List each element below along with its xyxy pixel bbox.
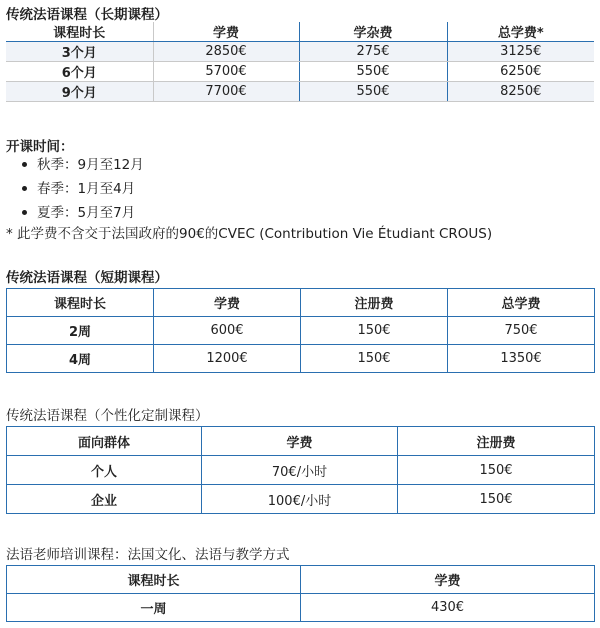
table-row: [7, 594, 595, 622]
table-cell: 550€: [299, 82, 447, 102]
table-cell: 150€: [398, 456, 595, 485]
table-header-row: [7, 566, 595, 594]
table-cell: 1200€: [154, 345, 301, 373]
table-cell: 550€: [299, 62, 447, 82]
table-cell: 企业: [7, 485, 202, 514]
header-cell: 学杂费: [299, 22, 447, 42]
table-row: [7, 485, 595, 514]
table-cell: 9个月: [6, 82, 153, 102]
teacher-course-table: [6, 565, 595, 622]
table-cell: 7700€: [153, 82, 299, 102]
table-cell: 个人: [7, 456, 202, 485]
header-cell: 总学费: [448, 289, 595, 317]
header-cell: 学费: [301, 566, 595, 594]
table-cell: 2周: [7, 317, 154, 345]
cvec-note: * 此学费不含交于法国政府的90€的CVEC (Contribution Vie Étudiant CROUS): [6, 226, 493, 242]
table-cell: 5700€: [153, 62, 299, 82]
table-cell: 150€: [398, 485, 595, 514]
table-row: [6, 42, 594, 62]
table-cell: 3个月: [6, 42, 153, 62]
table-cell: 100€/小时: [202, 485, 398, 514]
custom-course-table: [6, 426, 595, 514]
table-row: [7, 317, 595, 345]
header-cell: 课程时长: [7, 566, 301, 594]
table-cell: 6250€: [447, 62, 594, 82]
long-course-table: [6, 22, 594, 102]
bullet-icon: [22, 162, 27, 167]
header-cell: 学费: [154, 289, 301, 317]
bullet-icon: [22, 210, 27, 215]
table-row: [6, 62, 594, 82]
schedule-title: 开课时间：: [6, 139, 74, 155]
table-cell: 6个月: [6, 62, 153, 82]
table-cell: 430€: [301, 594, 595, 622]
teacher-course-title: 法语老师培训课程：法国文化、法语与教学方式: [6, 547, 290, 563]
custom-course-title: 传统法语课程（个性化定制课程）: [6, 408, 209, 424]
table-cell: 2850€: [153, 42, 299, 62]
table-cell: 275€: [299, 42, 447, 62]
table-cell: 一周: [7, 594, 301, 622]
table-cell: 3125€: [447, 42, 594, 62]
table-row: [7, 345, 595, 373]
table-header-row: [7, 289, 595, 317]
short-course-title: 传统法语课程（短期课程）: [6, 270, 168, 286]
header-cell: 学费: [202, 427, 398, 456]
header-cell: 总学费*: [447, 22, 594, 42]
table-cell: 1350€: [448, 345, 595, 373]
table-header-row: [7, 427, 595, 456]
table-cell: 600€: [154, 317, 301, 345]
schedule-list: [18, 155, 144, 227]
header-cell: 注册费: [301, 289, 448, 317]
list-item: [18, 155, 144, 179]
table-row: [6, 82, 594, 102]
table-cell: 8250€: [447, 82, 594, 102]
header-cell: 学费: [153, 22, 299, 42]
list-item: [18, 179, 144, 203]
table-cell: 70€/小时: [202, 456, 398, 485]
table-cell: 4周: [7, 345, 154, 373]
header-cell: 课程时长: [6, 22, 153, 42]
header-cell: 面向群体: [7, 427, 202, 456]
list-item-label: 春季：1月至4月: [37, 181, 136, 197]
table-cell: 150€: [301, 345, 448, 373]
table-header-row: [6, 22, 594, 42]
table-cell: 750€: [448, 317, 595, 345]
table-cell: 150€: [301, 317, 448, 345]
bullet-icon: [22, 186, 27, 191]
header-cell: 课程时长: [7, 289, 154, 317]
short-course-table: [6, 288, 595, 373]
header-cell: 注册费: [398, 427, 595, 456]
long-course-title: 传统法语课程（长期课程）: [6, 7, 168, 23]
table-row: [7, 456, 595, 485]
list-item-label: 夏季：5月至7月: [37, 205, 136, 221]
list-item-label: 秋季：9月至12月: [37, 157, 144, 173]
